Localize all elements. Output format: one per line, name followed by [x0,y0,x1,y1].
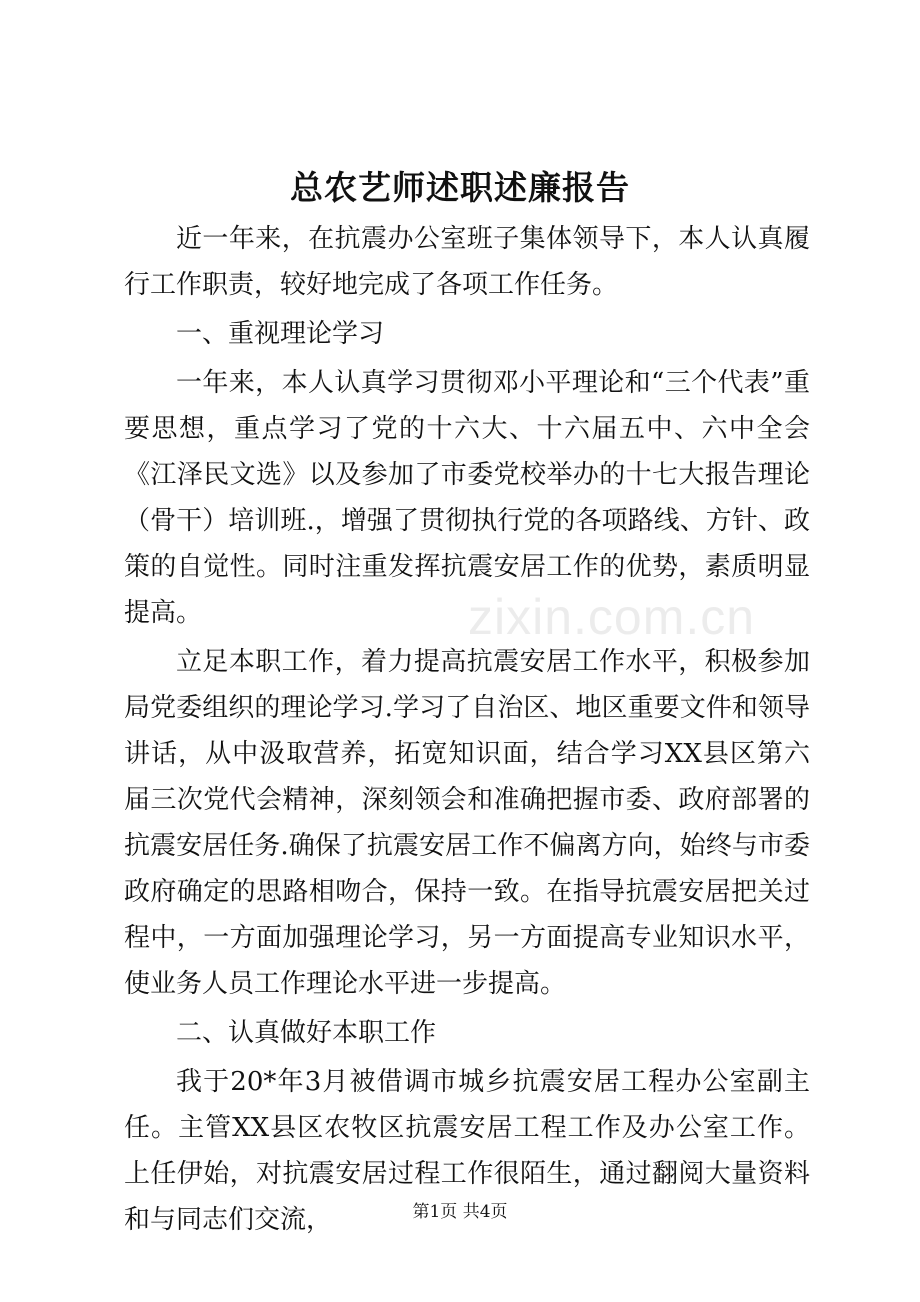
page-footer: 第1页 共4页 [412,1202,508,1222]
paragraph-intro: 近一年来，在抗震办公室班子集体领导下，本人认真履行工作职责，较好地完成了各项工作任务。 [124,224,810,300]
paragraph-theory-study: 一年来，本人认真学习贯彻邓小平理论和“三个代表”重要思想，重点学习了党的十六大、十六届五中、六中全会《江泽民文选》以及参加了市委党校举办的十七大报告理论（骨干）培训班.，增强了贯彻执行党的各项路线、方针、政策的自觉性。同时注重发挥抗震安居工作的优势，素质明显提高。 [124,368,810,628]
paragraph-work-focus: 立足本职工作，着力提高抗震安居工作水平，积极参加局党委组织的理论学习.学习了自治区、地区重要文件和领导讲话，从中汲取营养，拓宽知识面，结合学习XX县区第六届三次党代会精神，深刻领会和准确把握市委、政府部署的抗震安居任务.确保了抗震安居工作不偏离方向，始终与市委政府确定的思路相吻合，保持一致。在指导抗震安居把关过程中，一方面加强理论学习，另一方面提高专业知识水平，使业务人员工作理论水平进一步提高。 [124,647,810,999]
document-body [124,216,810,1243]
document-title: 总农艺师述职述廉报告 [290,168,630,207]
watermark: zixin.com.cn [468,589,756,645]
paragraph-duty: 我于20*年3月被借调市城乡抗震安居工程办公室副主任。主管XX县区农牧区抗震安居工程工作及办公室工作。上任伊始，对抗震安居过程工作很陌生，通过翻阅大量资料和与同志们交流， [124,1067,810,1235]
section-heading-2: 二、认真做好本职工作 [176,1018,437,1048]
section-heading-1: 一、重视理论学习 [176,319,385,349]
